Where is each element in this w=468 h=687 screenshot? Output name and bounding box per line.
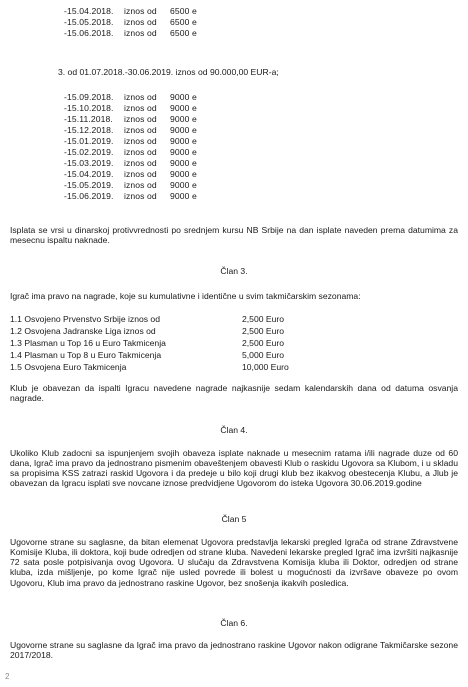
- payment-line: [64, 147, 197, 157]
- payment-date: -15.01.2019.: [64, 136, 114, 146]
- payment-line: [64, 103, 197, 113]
- payment-date: -15.09.2018.: [64, 92, 114, 102]
- article-5-text: Ugovorne strane su saglasne, da bitan elemenat Ugovora predstavlja lekarski pregled Igrača od strane Zdravstvene Komisije Kluba, ili doktora, koji bude odredjen od strane kluba. Navedeni lekarske pregled Igrač ima izvršiti najkasnije 72 sata posle potpisivanja ovog Ugovora. U slučaju da Zdravstvena Komisija kluba ili Doktor, odredjen od strane kluba, izda mišljenje, po kome Igrač nije usled povrede ili bolest u mogućnosti da izvršave obaveze po ovom Ugovoru, Klub ima pravo da jednostrano raskine Ugovor, bez snošenja ikakvih posledica.: [10, 537, 458, 588]
- prize-label: 1.1 Osvojeno Prvenstvo Srbije iznos od: [10, 314, 160, 324]
- payment-date: -15.06.2019.: [64, 191, 114, 201]
- article-4-title: Član 4.: [220, 425, 248, 435]
- payment-line: [64, 92, 197, 102]
- payment-amount: 9000 e: [170, 136, 197, 146]
- payment-label: iznos od: [124, 136, 157, 146]
- article-3-title: Član 3.: [220, 266, 248, 276]
- article-3-closing: Klub je obavezan da ispalti Igracu navedene nagrade najkasnije sedam kalendarskih dana od datuma osvanja nagrade.: [10, 383, 458, 404]
- payment-date: -15.10.2018.: [64, 103, 114, 113]
- period-heading: 3. od 01.07.2018.-30.06.2019. iznos od 90.000,00 EUR-a;: [58, 67, 279, 77]
- payment-date: -15.05.2019.: [64, 180, 114, 190]
- prize-label: 1.3 Plasman u Top 16 u Euro Takmicenja: [10, 338, 166, 348]
- payment-amount: 9000 e: [170, 92, 197, 102]
- payment-date: -15.02.2019.: [64, 147, 114, 157]
- article-6-text: Ugovorne strane su saglasne da Igrač ima pravo da jednostrano raskine Ugovor nakon odigrane Takmičarske sezone 2017/2018.: [10, 640, 458, 661]
- payment-line: [64, 114, 197, 124]
- prize-amount: 2,500 Euro: [242, 326, 285, 336]
- payment-date: -15.11.2018.: [64, 114, 113, 124]
- prize-amount: 10,000 Euro: [242, 362, 289, 372]
- article-3-intro: Igrač ima pravo na nagrade, koje su kumulativne i identične u svim takmičarskim sezonama:: [10, 291, 361, 301]
- payment-label: iznos od: [124, 6, 157, 16]
- payment-line: [64, 191, 197, 201]
- prize-label: 1.4 Plasman u Top 8 u Euro Takmicenja: [10, 350, 162, 360]
- article-6-title: Član 6.: [220, 618, 248, 628]
- prize-row: [10, 350, 284, 360]
- payment-amount: 6500 e: [170, 28, 197, 38]
- payment-line: [64, 180, 197, 190]
- payment-date: -15.05.2018.: [64, 17, 114, 27]
- payment-note: Isplata se vrsi u dinarskoj protivvrednosti po srednjem kursu NB Srbije na dan isplate naveden prema datumima za mesecnu ispaltu naknade.: [10, 225, 458, 246]
- payment-date: -15.04.2019.: [64, 169, 114, 179]
- payment-label: iznos od: [124, 125, 157, 135]
- payment-line: [64, 158, 197, 168]
- prize-label: 1.5 Osvojena Euro Takmicenja: [10, 362, 127, 372]
- payment-date: -15.12.2018.: [64, 125, 114, 135]
- payment-amount: 9000 e: [170, 169, 197, 179]
- payment-amount: 9000 e: [170, 191, 197, 201]
- payment-line: [64, 17, 197, 27]
- payment-amount: 9000 e: [170, 180, 197, 190]
- payment-label: iznos od: [124, 28, 157, 38]
- payment-line: [64, 28, 197, 38]
- payment-line: [64, 6, 197, 16]
- payment-amount: 9000 e: [170, 125, 197, 135]
- payment-label: iznos od: [124, 191, 157, 201]
- payment-amount: 9000 e: [170, 158, 197, 168]
- prize-label: 1.2 Osvojena Jadranske Liga iznos od: [10, 326, 156, 336]
- payment-label: iznos od: [124, 147, 157, 157]
- payment-amount: 6500 e: [170, 17, 197, 27]
- payment-label: iznos od: [124, 169, 157, 179]
- prize-row: [10, 314, 284, 324]
- payment-line: [64, 136, 197, 146]
- payment-amount: 9000 e: [170, 114, 197, 124]
- prize-amount: 2,500 Euro: [242, 338, 285, 348]
- article-4-text: Ukoliko Klub zadocni sa ispunjenjem svojih obaveza isplate naknade u mesecnim ratama i/ili nagrade duze od 60 dana, Igrač ima pravo da jednostrano pismenim obaveštenjem obavesti Klub o raskidu Ugovora sa Klubom, i u skladu sa propisima KSS zatrazi raskid Ugovora i da predeje u bilo koji drugi klub bez ikakvog obestecenja Klubu, a Jlub je obavezan da Igracu isplati sve novcane iznose predvidjene Ugovorom do isteka Ugovora 30.06.2019.godine: [10, 448, 458, 489]
- prize-row: [10, 338, 284, 348]
- payment-line: [64, 169, 197, 179]
- payment-amount: 9000 e: [170, 103, 197, 113]
- payment-date: -15.06.2018.: [64, 28, 114, 38]
- prize-row: [10, 326, 284, 336]
- payment-line: [64, 125, 197, 135]
- payment-date: -15.03.2019.: [64, 158, 114, 168]
- article-5-title: Član 5: [221, 514, 247, 524]
- payment-label: iznos od: [124, 17, 157, 27]
- payment-date: -15.04.2018.: [64, 6, 114, 16]
- payment-amount: 9000 e: [170, 147, 197, 157]
- payment-amount: 6500 e: [170, 6, 197, 16]
- payment-label: iznos od: [124, 103, 157, 113]
- prize-row: [10, 362, 289, 372]
- payment-label: iznos od: [124, 92, 157, 102]
- prize-amount: 5,000 Euro: [242, 350, 285, 360]
- payment-label: iznos od: [124, 114, 157, 124]
- prize-amount: 2,500 Euro: [242, 314, 285, 324]
- payment-label: iznos od: [124, 180, 157, 190]
- page-number: 2: [5, 672, 10, 681]
- payment-label: iznos od: [124, 158, 157, 168]
